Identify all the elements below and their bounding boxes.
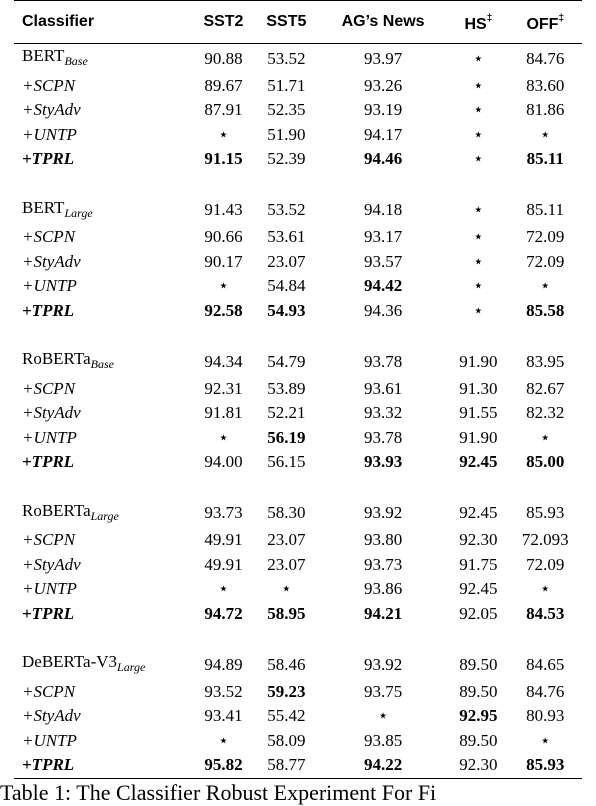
method-name: +SCPN: [22, 227, 76, 246]
header-classifier: Classifier: [14, 1, 192, 44]
score-cell: 89.50: [459, 654, 498, 674]
method-name: +TPRL: [22, 452, 75, 471]
table-row: [14, 225, 582, 250]
method-name: +TPRL: [22, 603, 75, 623]
score-cell: 51.90: [267, 124, 306, 144]
score-cell: 94.17: [363, 124, 403, 144]
score-cell: 93.73: [363, 554, 403, 574]
spacer-cell: [14, 323, 582, 347]
method-name: +TPRL: [22, 300, 75, 320]
score-cell: 94.46: [363, 149, 403, 168]
classifier-name: [14, 250, 192, 275]
score-cell: ⋆: [473, 100, 484, 119]
score-cell: ⋆: [218, 427, 229, 447]
score-cell: 49.91: [204, 530, 243, 549]
method-name: +SCPN: [22, 530, 76, 549]
table-row: [14, 44, 582, 74]
score-cell: 23.07: [267, 251, 306, 271]
classifier-name: [14, 377, 192, 402]
classifier-name: [14, 147, 192, 172]
score-cell: 82.67: [526, 378, 565, 398]
classifier-name: [14, 123, 192, 148]
score-cell: 58.09: [267, 730, 306, 750]
table-row: [14, 729, 582, 754]
table-row: [14, 401, 582, 426]
score-cell: 94.72: [204, 603, 243, 623]
score-cell: 80.93: [526, 706, 565, 725]
score-cell: 58.30: [267, 503, 306, 522]
header-sst5: SST5: [255, 1, 318, 44]
table-row: [14, 274, 582, 299]
score-cell: 84.65: [526, 654, 565, 674]
table-row: [14, 704, 582, 729]
score-cell: 58.95: [267, 603, 306, 623]
table-row: [14, 528, 582, 553]
score-cell: 89.67: [204, 75, 243, 95]
score-cell: 84.53: [526, 603, 565, 623]
score-cell: 53.52: [267, 48, 306, 68]
classifier-name: [14, 225, 192, 250]
score-cell: ⋆: [218, 730, 229, 750]
score-cell: 82.32: [526, 403, 565, 422]
header-hs: [448, 1, 508, 44]
score-cell: 92.58: [204, 300, 243, 320]
score-cell: 91.75: [459, 554, 498, 574]
score-cell: 23.07: [267, 530, 306, 549]
table-row: [14, 426, 582, 451]
score-cell: 95.82: [192, 753, 255, 778]
score-cell: 93.93: [363, 452, 403, 471]
score-cell: 91.55: [459, 403, 498, 422]
table-row: [14, 499, 582, 529]
classifier-name: [14, 98, 192, 123]
table-body: [14, 44, 582, 779]
score-cell: 92.95: [459, 706, 498, 725]
score-cell: ⋆: [473, 200, 484, 219]
classifier-name: [14, 753, 192, 778]
score-cell: ⋆: [218, 124, 229, 144]
classifier-name: [14, 44, 192, 74]
table-row: [14, 450, 582, 475]
score-cell: 93.32: [363, 403, 403, 422]
score-cell: 90.17: [204, 251, 243, 271]
group-spacer: [14, 475, 582, 499]
method-name: +UNTP: [22, 124, 77, 144]
classifier-name: [14, 74, 192, 99]
score-cell: 52.21: [267, 403, 306, 422]
method-name: +StyAdv: [22, 403, 81, 422]
score-cell: 85.11: [526, 200, 565, 219]
score-cell: 53.52: [267, 200, 306, 219]
score-cell: 92.05: [459, 603, 498, 623]
table-row: [14, 250, 582, 275]
classifier-name: [14, 299, 192, 324]
classifier-name: [14, 602, 192, 627]
score-cell: 81.86: [526, 100, 565, 119]
classifier-name: [14, 196, 192, 226]
score-cell: ⋆: [473, 75, 484, 95]
score-cell: 54.93: [267, 300, 306, 320]
score-cell: ⋆: [473, 48, 484, 68]
score-cell: ⋆: [539, 427, 551, 447]
table-row: [14, 680, 582, 705]
score-cell: 93.78: [363, 427, 403, 447]
score-cell: 85.11: [526, 149, 564, 168]
method-name: +UNTP: [22, 730, 77, 750]
score-cell: 72.09: [526, 554, 565, 574]
score-cell: 92.31: [204, 378, 243, 398]
classifier-name: [14, 577, 192, 602]
score-cell: 84.76: [526, 48, 565, 68]
score-cell: 93.41: [204, 706, 243, 725]
table-row: [14, 753, 582, 778]
table-row: [14, 347, 582, 377]
table-caption: Table 1: The Classifier Robust Experiment For Fi: [0, 780, 437, 805]
score-cell: 93.75: [363, 681, 403, 701]
score-cell: 94.89: [204, 654, 243, 674]
score-cell: 72.09: [526, 251, 565, 271]
score-cell: ⋆: [473, 251, 484, 271]
classifier-name: [14, 274, 192, 299]
score-cell: 93.52: [204, 681, 243, 701]
header-agnews: AG’s News: [318, 1, 449, 44]
score-cell: ⋆: [473, 300, 484, 320]
score-cell: 94.18: [363, 200, 403, 219]
score-cell: 49.91: [204, 554, 243, 574]
score-cell: ⋆: [473, 276, 484, 295]
score-cell: 52.39: [267, 149, 306, 168]
score-cell: ⋆: [473, 227, 484, 246]
header-hs-mark: ‡: [486, 13, 493, 24]
score-cell: ⋆: [473, 149, 484, 168]
table-row: [14, 577, 582, 602]
score-cell: 23.07: [267, 554, 306, 574]
score-cell: 91.15: [204, 149, 243, 168]
score-cell: 85.00: [526, 452, 565, 471]
classifier-name: [14, 450, 192, 475]
score-cell: 85.58: [526, 300, 565, 320]
classifier-name: [14, 528, 192, 553]
score-cell: 93.17: [363, 227, 403, 246]
score-cell: 56.19: [267, 427, 306, 447]
method-name: +UNTP: [22, 427, 77, 447]
spacer-cell: [14, 475, 582, 499]
results-table: [14, 0, 582, 779]
header-sst2: SST2: [192, 1, 255, 44]
classifier-name: [14, 347, 192, 377]
score-cell: ⋆: [539, 124, 551, 144]
score-cell: 94.00: [204, 452, 243, 471]
score-cell: ⋆: [539, 579, 551, 598]
score-cell: ⋆: [377, 706, 389, 725]
classifier-name: [14, 401, 192, 426]
score-cell: 83.95: [526, 351, 565, 371]
table-row: [14, 98, 582, 123]
group-spacer: [14, 172, 582, 196]
classifier-name: [14, 729, 192, 754]
spacer-cell: [14, 626, 582, 650]
model-size-subscript: Large: [64, 205, 93, 220]
method-name: +TPRL: [22, 755, 75, 774]
table-row: [14, 123, 582, 148]
score-cell: 58.77: [255, 753, 318, 778]
score-cell: 54.84: [267, 276, 306, 295]
method-name: +SCPN: [22, 378, 76, 398]
group-spacer: [14, 626, 582, 650]
method-name: +StyAdv: [22, 706, 81, 725]
table-row: [14, 602, 582, 627]
score-cell: 92.45: [459, 452, 498, 471]
classifier-name: [14, 704, 192, 729]
score-cell: ⋆: [539, 730, 551, 750]
table-row: [14, 553, 582, 578]
header-off-mark: ‡: [558, 13, 564, 24]
score-cell: 89.50: [459, 681, 498, 701]
score-cell: 72.09: [526, 227, 565, 246]
score-cell: 91.30: [459, 378, 498, 398]
table-header: [14, 1, 582, 44]
score-cell: 94.22: [318, 753, 449, 778]
table-row: [14, 74, 582, 99]
score-cell: 85.93: [508, 753, 582, 778]
table-row: [14, 299, 582, 324]
score-cell: 91.43: [204, 200, 243, 219]
score-cell: 54.79: [267, 351, 306, 371]
score-cell: 92.30: [459, 530, 498, 549]
score-cell: 94.34: [204, 351, 243, 371]
classifier-name: [14, 499, 192, 529]
method-name: +UNTP: [22, 276, 77, 295]
method-name: +SCPN: [22, 681, 76, 701]
score-cell: 87.91: [204, 100, 243, 119]
table-row: [14, 147, 582, 172]
score-cell: 93.78: [363, 351, 403, 371]
score-cell: 83.60: [526, 75, 565, 95]
score-cell: 53.89: [267, 378, 306, 398]
model-size-subscript: Large: [117, 660, 146, 674]
header-hs-label: HS: [464, 16, 487, 33]
score-cell: 92.45: [459, 579, 498, 598]
table-row: [14, 196, 582, 226]
model-base-name: RoBERTa: [22, 349, 91, 368]
score-cell: ⋆: [473, 124, 484, 144]
score-cell: 72.093: [521, 530, 569, 549]
method-name: +StyAdv: [22, 554, 81, 574]
score-cell: 93.80: [363, 530, 403, 549]
score-cell: 89.50: [459, 730, 498, 750]
score-cell: 55.42: [267, 706, 306, 725]
score-cell: 59.23: [267, 681, 306, 701]
method-name: +UNTP: [22, 579, 77, 598]
method-name: +StyAdv: [22, 251, 81, 271]
header-off-label: OFF: [526, 16, 559, 33]
group-spacer: [14, 323, 582, 347]
method-name: +TPRL: [22, 149, 75, 168]
score-cell: 84.76: [526, 681, 565, 701]
header-off: [508, 1, 582, 44]
score-cell: 94.21: [363, 603, 403, 623]
score-cell: 94.42: [363, 276, 403, 295]
model-base-name: BERT: [22, 197, 65, 217]
score-cell: 52.35: [267, 100, 306, 119]
score-cell: 94.36: [363, 300, 403, 320]
classifier-name: [14, 426, 192, 451]
score-cell: 93.73: [204, 503, 243, 522]
classifier-name: [14, 553, 192, 578]
score-cell: 56.15: [267, 452, 306, 471]
score-cell: 93.26: [363, 75, 403, 95]
score-cell: 93.85: [363, 730, 403, 750]
table-row: [14, 377, 582, 402]
score-cell: ⋆: [539, 276, 551, 295]
classifier-name: [14, 680, 192, 705]
score-cell: 51.71: [267, 75, 306, 95]
classifier-name: [14, 650, 192, 680]
score-cell: 91.81: [204, 403, 243, 422]
model-size-subscript: Base: [64, 54, 88, 68]
score-cell: 93.92: [363, 503, 403, 522]
score-cell: 93.57: [363, 251, 403, 271]
model-base-name: RoBERTa: [22, 500, 91, 520]
model-size-subscript: Large: [90, 508, 119, 523]
score-cell: 90.66: [204, 227, 243, 246]
score-cell: ⋆: [218, 276, 229, 295]
model-base-name: BERT: [22, 46, 65, 65]
score-cell: ⋆: [281, 579, 292, 598]
score-cell: 53.61: [267, 227, 306, 246]
score-cell: 91.90: [459, 351, 498, 371]
header-row: [14, 1, 582, 44]
score-cell: ⋆: [218, 579, 229, 598]
score-cell: 93.86: [363, 579, 403, 598]
score-cell: 93.61: [363, 378, 403, 398]
method-name: +SCPN: [22, 75, 76, 95]
method-name: +StyAdv: [22, 100, 81, 119]
table-row: [14, 650, 582, 680]
score-cell: 92.30: [448, 753, 508, 778]
score-cell: 93.92: [363, 654, 403, 674]
model-base-name: DeBERTa-V3: [22, 652, 118, 671]
spacer-cell: [14, 172, 582, 196]
score-cell: 91.90: [459, 427, 498, 447]
score-cell: 85.93: [526, 503, 565, 522]
score-cell: 90.88: [204, 48, 243, 68]
score-cell: 93.97: [363, 48, 403, 68]
score-cell: 92.45: [459, 503, 498, 522]
score-cell: 58.46: [267, 654, 306, 674]
model-size-subscript: Base: [90, 357, 114, 371]
score-cell: 93.19: [363, 100, 403, 119]
